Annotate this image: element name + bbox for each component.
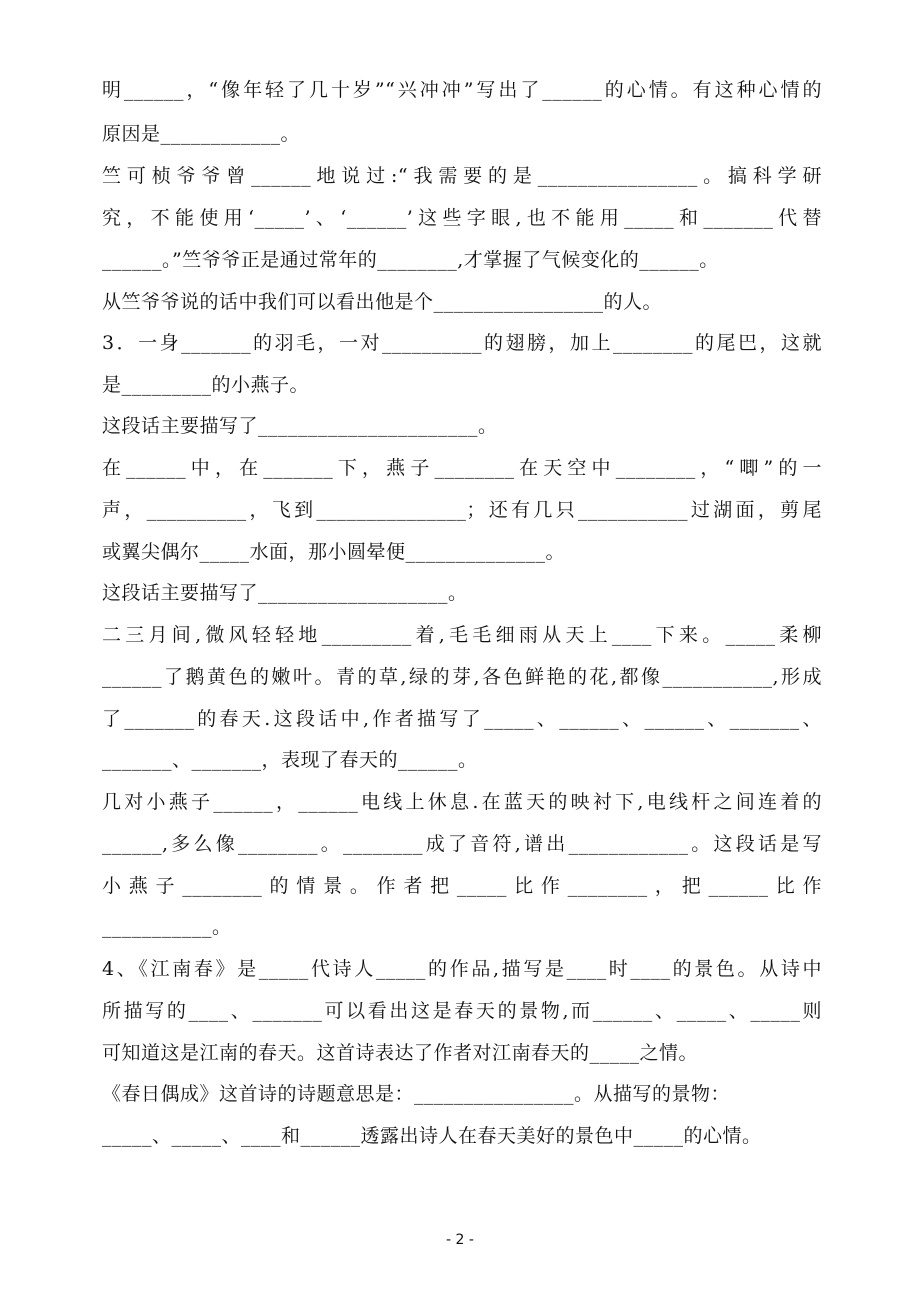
text-line: 在______中，在_______下，燕子________在天空中________，“唧”的一 <box>102 457 822 479</box>
text-line: 或翼尖偶尔_____水面，那小圆晕便______________。 <box>102 541 566 563</box>
text-line: 明______，“像年轻了几十岁”“兴冲冲”写出了______的心情。有这种心情的 <box>102 79 822 101</box>
text-line: ___________。 <box>102 916 232 938</box>
text-line: 小燕子________的情景。作者把_____比作________，把______比作 <box>102 875 822 897</box>
text-line: 所描写的____、_______可以看出这是春天的景物,而______、_____、_____则 <box>102 1000 822 1022</box>
text-line: 声，__________，飞到_______________；还有几只___________过湖面，剪尾 <box>102 499 822 521</box>
text-line: 从竺爷爷说的话中我们可以看出他是个_________________的人。 <box>102 291 663 313</box>
text-line: 究，不能使用‘_____’、‘______’这些字眼,也不能用_____和_______代替 <box>102 207 822 229</box>
text-line: _______、_______，表现了春天的______。 <box>102 749 478 771</box>
page-number: - 2 - <box>446 1232 474 1248</box>
text-line: 这段话主要描写了______________________。 <box>102 415 498 437</box>
text-line: ______,多么像________。________成了音符,谱出____________。这段话是写 <box>102 833 822 855</box>
text-line: ______。”竺爷爷正是通过常年的________,才掌握了气候变化的______。 <box>102 249 719 271</box>
text-line: 二三月间,微风轻轻地_________着,毛毛细雨从天上____下来。_____柔柳 <box>102 624 822 646</box>
text-line: 3．一身_______的羽毛，一对__________的翅膀，加上________的尾巴，这就 <box>102 332 822 354</box>
text-line: ______了鹅黄色的嫩叶。青的草,绿的芽,各色鲜艳的花,都像___________,形成 <box>102 666 822 688</box>
text-line: 竺可桢爷爷曾______地说过:“我需要的是________________。搞科学研 <box>102 165 822 187</box>
text-line: 原因是____________。 <box>102 123 301 145</box>
text-line: 了_______的春天.这段话中,作者描写了_____、______、______、_______、 <box>102 708 822 730</box>
text-line: 这段话主要描写了___________________。 <box>102 582 468 604</box>
text-line: 4、《江南春》是_____代诗人_____的作品,描写是____时____的景色。从诗中 <box>102 958 822 980</box>
text-line: 是_________的小燕子。 <box>102 374 310 396</box>
text-line: _____、_____、____和______透露出诗人在春天美好的景色中_____的心情。 <box>102 1125 762 1147</box>
text-line: 《春日偶成》这首诗的诗题意思是：________________。从描写的景物： <box>102 1083 731 1105</box>
text-line: 可知道这是江南的春天。这首诗表达了作者对江南春天的_____之情。 <box>102 1042 699 1064</box>
text-line: 几对小燕子______，______电线上休息.在蓝天的映衬下,电线杆之间连着的 <box>102 791 822 813</box>
